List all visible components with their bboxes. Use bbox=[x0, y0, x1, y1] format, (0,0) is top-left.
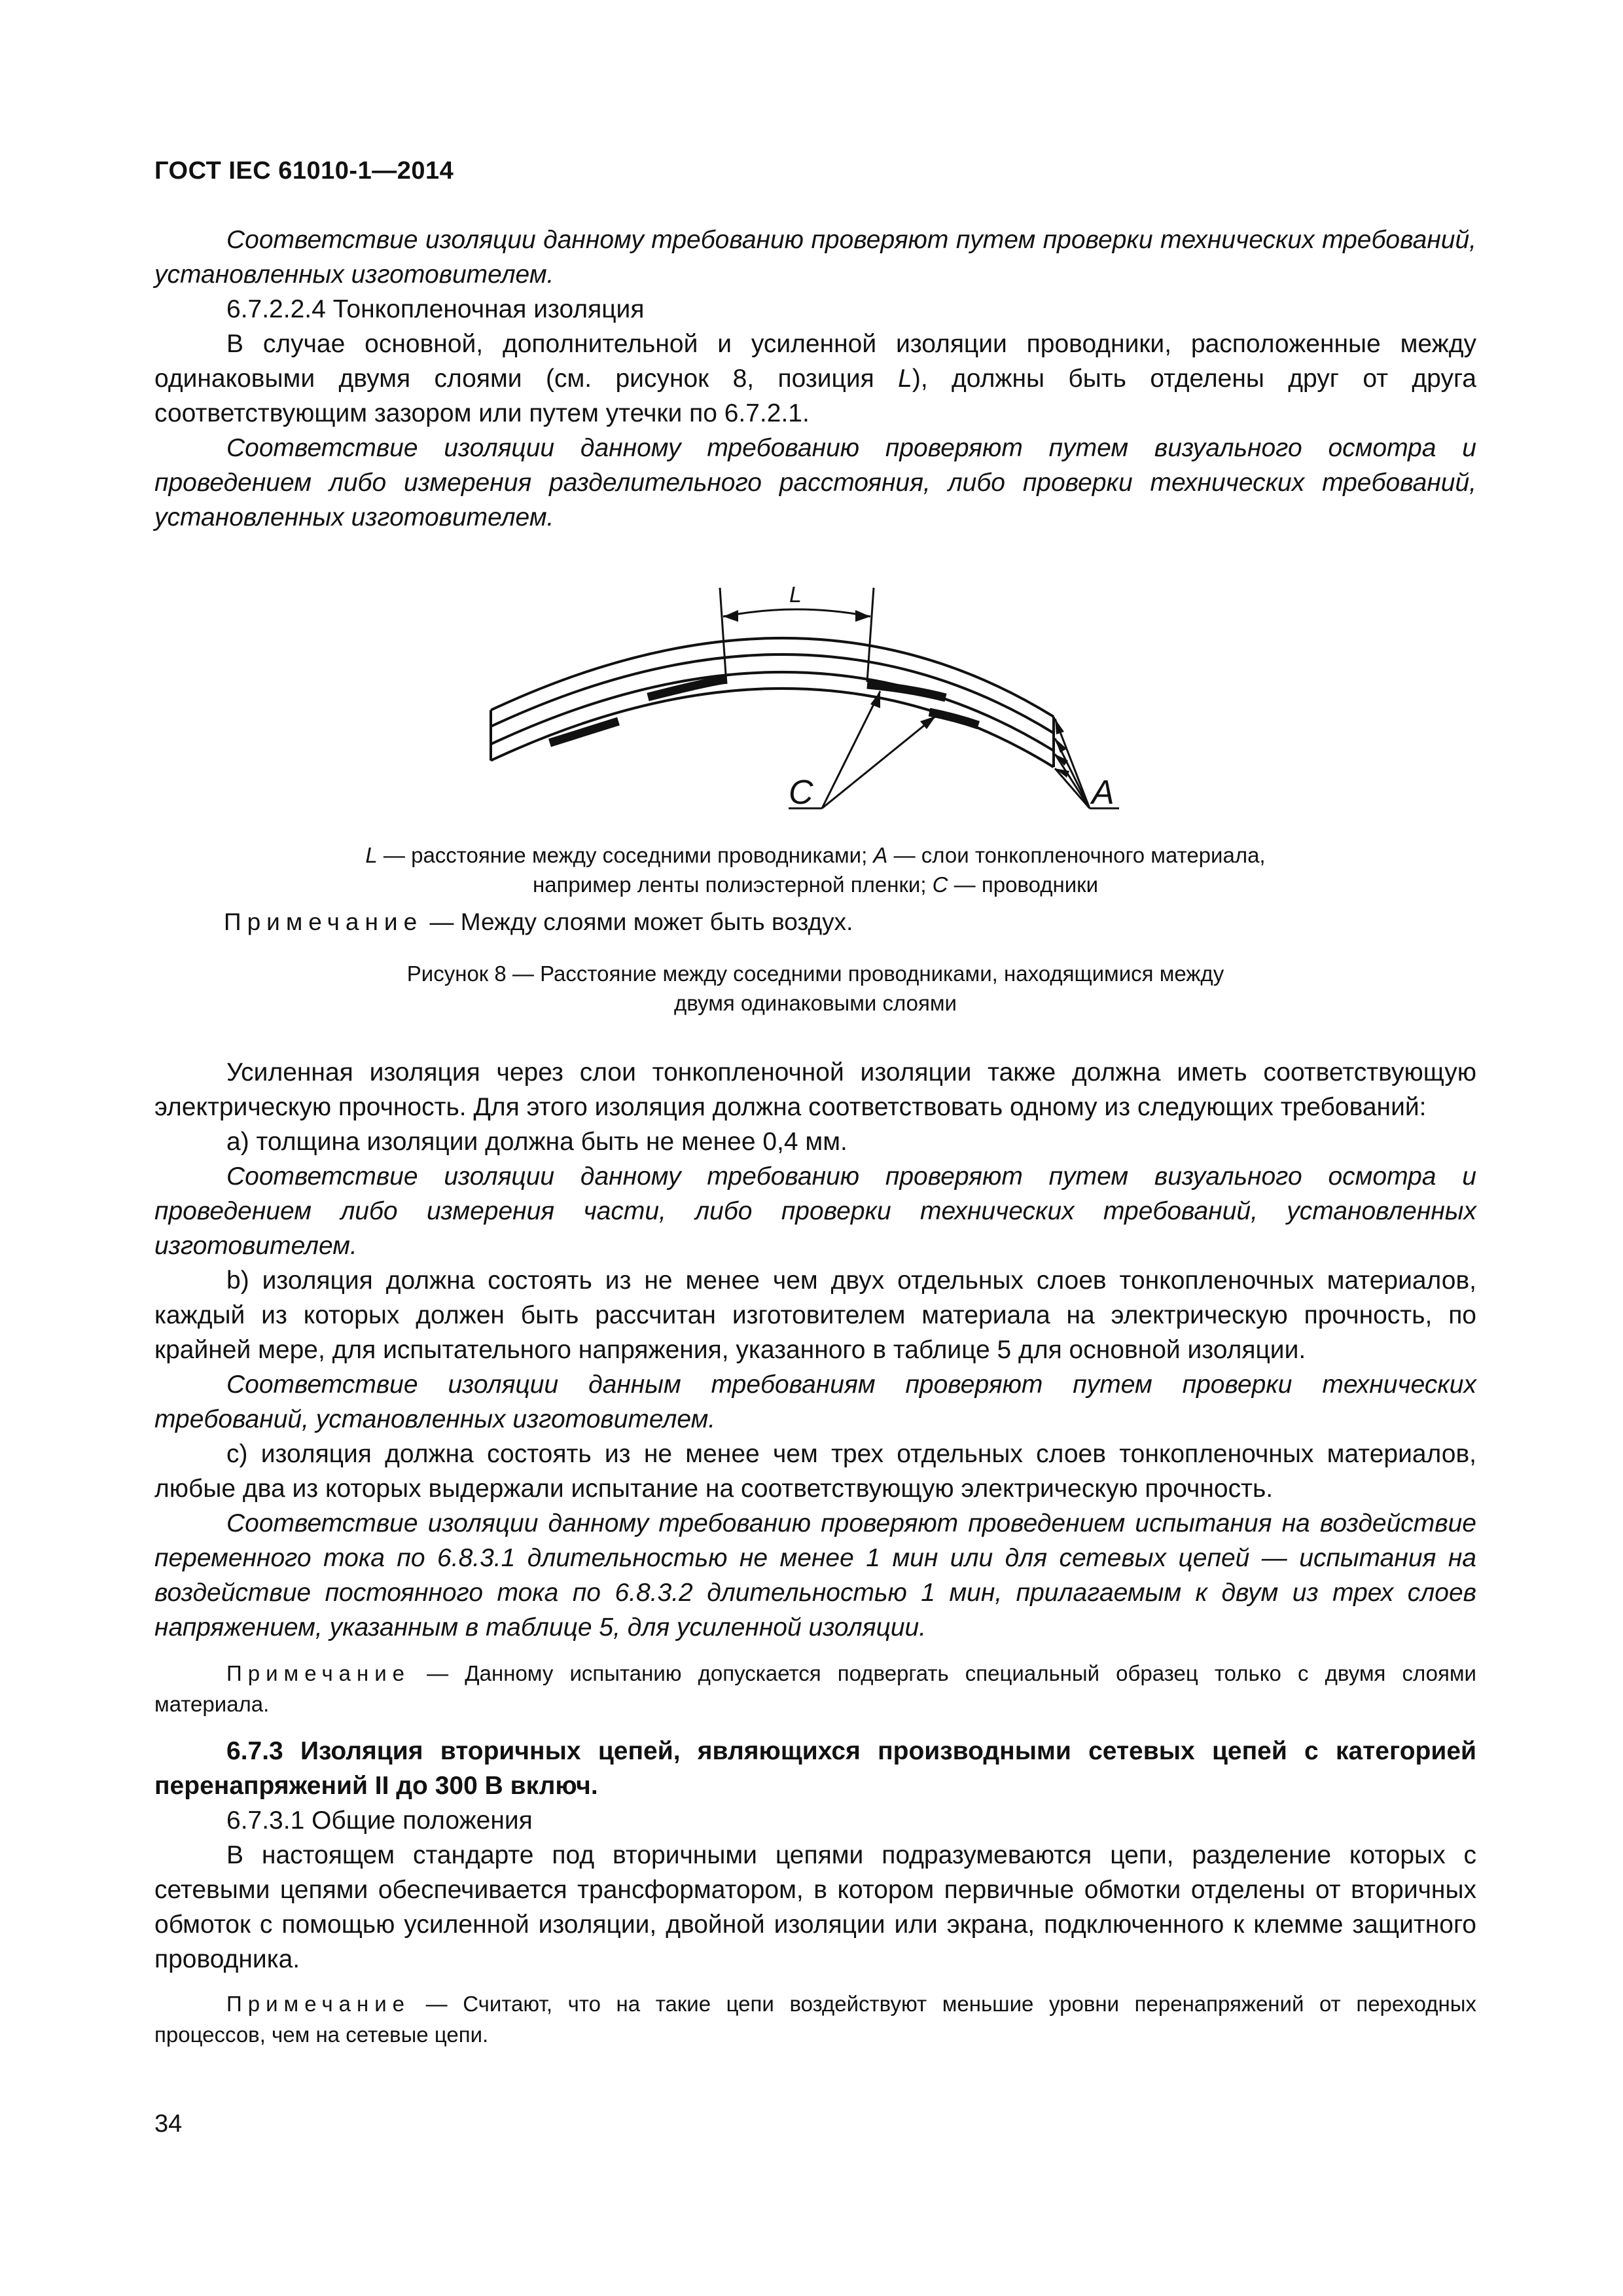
dimension-arrow-right bbox=[855, 610, 870, 622]
legend-line-1: L — расстояние между соседними проводниками; A — слои тонкопленочного материала, bbox=[365, 843, 1266, 867]
compliance-paragraph: Соответствие изоляции данному требованию проверяют путем визуального осмотра и проведением либо измерения части, либо проверки технических требований, установленных изготовителем. bbox=[154, 1162, 1476, 1260]
main-section bbox=[154, 1055, 1476, 2050]
dimension-line-right bbox=[867, 588, 874, 682]
page-number: 34 bbox=[154, 2110, 183, 2138]
caption-line-2: двумя одинаковыми слоями bbox=[674, 991, 957, 1015]
note-label: Примечание bbox=[224, 908, 423, 935]
film-layer-outer bbox=[491, 638, 1054, 717]
note-paragraph: Примечание — Считают, что на такие цепи воздействуют меньшие уровни перенапряжений от переходных процессов, чем на сетевые цепи. bbox=[154, 1992, 1476, 2047]
figure-8-drawing bbox=[458, 569, 1204, 831]
figure-caption bbox=[154, 959, 1476, 1018]
note-paragraph: Примечание — Данному испытанию допускается подвергать специальный образец только с двумя слоями материала. bbox=[154, 1661, 1476, 1716]
document-header: ГОСТ IEC 61010-1—2014 bbox=[154, 157, 454, 185]
list-item-b: b) изоляция должна состоять из не менее чем двух отдельных слоев тонкопленочных материалов, каждый из которых должен быть рассчитан изготовителем материала на электрическую прочность, по крайней мере, для испытательного напряжения, указанного в таблице 5 для основной изоляции. bbox=[154, 1266, 1476, 1364]
dimension-arrow-left bbox=[723, 610, 738, 622]
note-text: — Между слоями может быть воздух. bbox=[423, 908, 853, 935]
dimension-arc bbox=[723, 609, 870, 617]
label-A: A bbox=[1092, 774, 1115, 812]
caption-line-1: Рисунок 8 — Расстояние между соседними проводниками, находящимися между bbox=[406, 961, 1224, 986]
subsection-title: 6.7.2.2.4 Тонкопленочная изоляция bbox=[226, 295, 645, 323]
compliance-paragraph: Соответствие изоляции данному требованию проверяют путем проверки технических требований, установленных изготовителем. bbox=[154, 226, 1476, 289]
figure-legend bbox=[154, 840, 1476, 899]
body-paragraph: Усиленная изоляция через слои тонкопленочной изоляции также должна иметь соответствующую электрическую прочность. Для этого изоляция должна соответствовать одному из следующих требований: bbox=[154, 1058, 1476, 1121]
body-paragraph: В случае основной, дополнительной и усиленной изоляции проводники, расположенные между одинаковыми двумя слоями (см. рисунок 8, позиция L), должны быть отделены друг от друга соответствующим зазором или путем утечки по 6.7.2.1. bbox=[154, 330, 1476, 427]
compliance-paragraph: Соответствие изоляции данному требованию проверяют проведением испытания на воздействие переменного тока по 6.8.3.1 длительностью не менее 1 мин или для сетевых цепей — испытания на воздействие постоянного тока по 6.8.3.2 длительностью 1 мин, прилагаемым к двум из трех слоев напряжением, указанным в таблице 5, для усиленной изоляции. bbox=[154, 1509, 1476, 1641]
section-heading: 6.7.3 Изоляция вторичных цепей, являющихся производными сетевых цепей с категорией перенапряжений II до 300 В включ. bbox=[154, 1737, 1476, 1800]
compliance-paragraph: Соответствие изоляции данному требованию проверяют путем визуального осмотра и проведением либо измерения разделительного расстояния, либо проверки технических требований, установленных изготовителем. bbox=[154, 434, 1476, 531]
dimension-line-left bbox=[720, 588, 726, 684]
leader-a-arrow-1 bbox=[1055, 719, 1064, 734]
subsection-title: 6.7.3.1 Общие положения bbox=[226, 1806, 533, 1835]
label-L: L bbox=[789, 583, 802, 607]
list-item-a: a) толщина изоляции должна быть не менее 0,4 мм. bbox=[226, 1128, 847, 1156]
figure-note bbox=[154, 905, 1476, 939]
conductor-lower-right bbox=[929, 712, 978, 725]
compliance-paragraph: Соответствие изоляции данным требованиям проверяют путем проверки технических требований, установленных изготовителем. bbox=[154, 1371, 1476, 1433]
legend-line-2: например ленты полиэстерной пленки; C — проводники bbox=[532, 872, 1099, 897]
label-C: C bbox=[789, 774, 813, 812]
leader-c-1 bbox=[822, 691, 880, 808]
top-section bbox=[154, 223, 1476, 535]
leader-c-arrow-1 bbox=[870, 691, 880, 708]
body-paragraph: В настоящем стандарте под вторичными цепями подразумеваются цепи, разделение которых с сетевыми цепями обеспечивается трансформатором, в котором первичные обмотки отделены от вторичных обмоток с помощью усиленной изоляции, двойной изоляции или экрана, подключенного к клемме защитного проводника. bbox=[154, 1841, 1476, 1973]
film-layer-inner bbox=[491, 689, 1054, 767]
conductor-upper-left bbox=[648, 679, 726, 697]
list-item-c: c) изоляция должна состоять из не менее чем трех отдельных слоев тонкопленочных материалов, любые два из которых выдержали испытание на соответствующую электрическую прочность. bbox=[154, 1440, 1476, 1503]
leader-c-2 bbox=[822, 716, 936, 808]
